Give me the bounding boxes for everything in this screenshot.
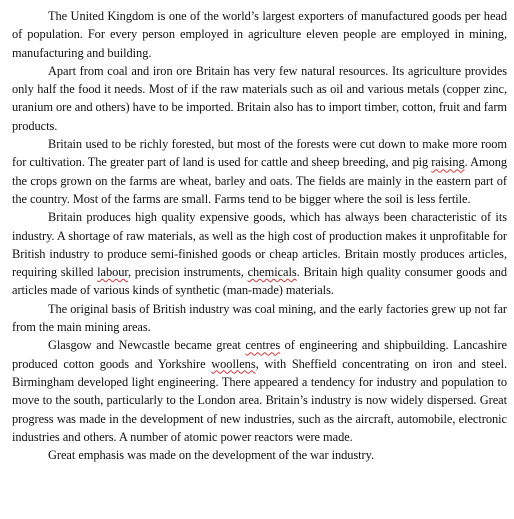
paragraph-natural-resources xyxy=(12,62,507,135)
spelling-flagged-word: chemicals xyxy=(247,265,297,280)
paragraph-text: The United Kingdom is one of the world’s largest exporters of manufactured goods per head of population. For every person employed in agriculture eleven people are employed in mining, manufacturing and building. xyxy=(12,9,507,60)
paragraph-text: Britain produces high quality expensive goods, which has always been characteristic of its industry. A shortage of raw materials, as well as the high cost of production makes it unprofitable for British industry to produce semi-finished goods or cheap articles. Britain mostly produces articles, requiring skilled xyxy=(12,210,507,280)
spelling-flagged-word: centres xyxy=(245,338,281,353)
paragraph-text: The original basis of British industry was coal mining, and the early factories grew up not far from the main mining areas. xyxy=(12,301,507,335)
paragraph-text: , with Sheffield concentrating on iron and steel. Birmingham developed light engineering. There appeared a tendency for industry and population to move to the south, particularly to the London area. Britain’s industry is now widely dispersed. Great progress was made in the development of new industries, such as the aircraft, automobile, electronic industries and others. A number of atomic power reactors were made. xyxy=(12,356,508,444)
paragraph-text: . Britain high quality consumer goods and articles made of various kinds of synthetic (man-made) materials. xyxy=(12,265,507,298)
paragraph-text: Glasgow and Newcastle became great xyxy=(48,338,246,353)
paragraph-uk-exports xyxy=(12,7,507,62)
paragraph-text: , precision instruments, xyxy=(128,265,248,280)
paragraph-text: of engineering and shipbuilding. Lancashire produced cotton goods and Yorkshire xyxy=(12,338,507,371)
spelling-flagged-word: woollens xyxy=(211,356,256,371)
paragraph-text: Apart from coal and iron ore Britain has very few natural resources. Its agriculture provides only half the food it needs. Most of if the raw materials such as oil and various metals (copper zinc, uranium ore and others) have to be imported. Britain also has to import timber, cotton, fruit and farm products. xyxy=(12,63,507,133)
paragraph-forests-and-farming xyxy=(12,135,507,208)
spelling-flagged-word: raising xyxy=(431,155,465,170)
paragraph-text: Britain used to be richly forested, but most of the forests were cut down to make more room for cultivation. The greater part of land is used for cattle and sheep breeding, and pig xyxy=(12,137,507,170)
paragraph-text: Great emphasis was made on the development of the war industry. xyxy=(48,448,375,463)
spelling-flagged-word: labour xyxy=(97,265,129,280)
paragraph-high-quality-goods xyxy=(12,208,507,299)
paragraph-war-industry xyxy=(12,446,507,464)
paragraph-coal-mining-basis xyxy=(12,300,507,337)
paragraph-text: . Among the crops grown on the farms are wheat, barley and oats. The fields are mainly in the eastern part of the country. Most of the farms are small. Farms tend to be bigger where the soil is less fertile. xyxy=(12,155,507,206)
paragraph-industrial-centres xyxy=(12,336,507,446)
